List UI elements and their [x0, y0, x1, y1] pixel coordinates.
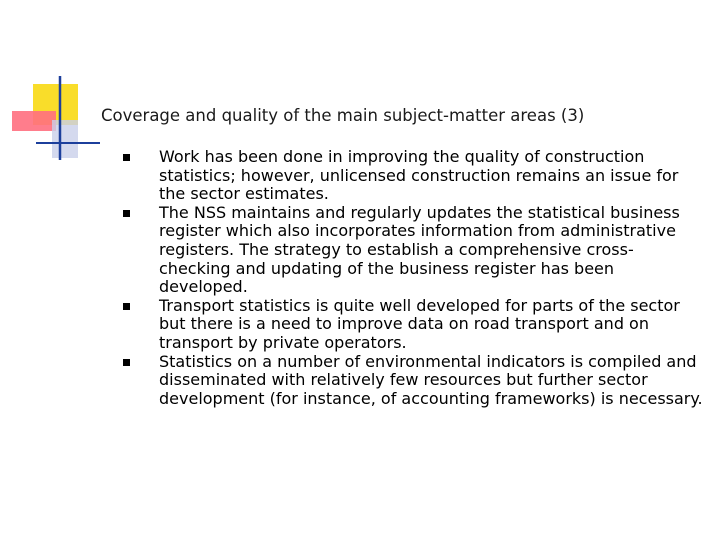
bullet-item [123, 148, 703, 204]
bullet-item [123, 204, 703, 297]
bullet-text: Transport statistics is quite well developed for parts of the sector but there is a need to improve data on road transport and on transport by private operators. [159, 295, 680, 352]
bullet-list [123, 148, 703, 408]
bullet-item [123, 297, 703, 353]
square-bullet-icon [123, 210, 130, 217]
square-bullet-icon [123, 154, 130, 161]
square-bullet-icon [123, 303, 130, 310]
red-bar [12, 111, 56, 131]
bullet-text: The NSS maintains and regularly updates the statistical business register which also incorporates information from administrative registers. The strategy to establish a comprehensive cross-checking and updating of the business register has been developed. [159, 202, 680, 297]
blue-square [52, 120, 78, 158]
slide-title: Coverage and quality of the main subject-matter areas (3) [101, 106, 585, 125]
bullet-text: Statistics on a number of environmental indicators is compiled and disseminated with relatively few resources but further sector development (for instance, of accounting frameworks) is necessary. [159, 351, 703, 408]
bullet-item [123, 353, 703, 409]
square-bullet-icon [123, 359, 130, 366]
bullet-text: Work has been done in improving the quality of construction statistics; however, unlicensed construction remains an issue for the sector estimates. [159, 147, 679, 204]
